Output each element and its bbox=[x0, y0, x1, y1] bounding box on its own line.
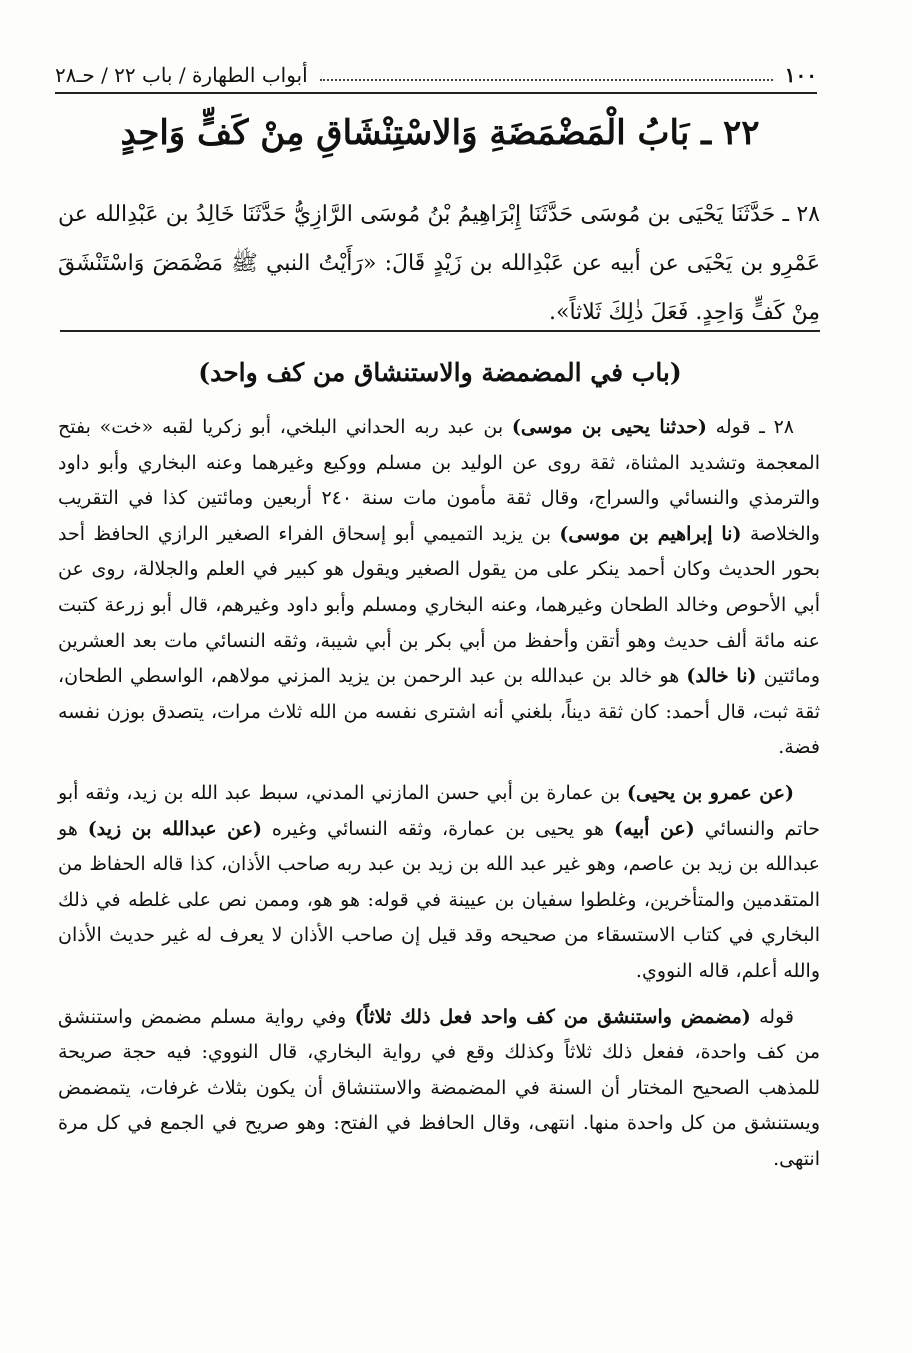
paragraph-text: هو خالد بن عبدالله بن عبد الرحمن بن يزيد المزني مولاهم، الواسطي الطحان، ثقة ثبت، قال أحمد: كان ثقة ديناً، بلغني أنه اشترى نفسه من الله ثلاث مرات، يتصدق بوزن نفسه فضة. bbox=[58, 665, 820, 759]
paragraph-lead: قوله bbox=[750, 1005, 794, 1028]
page-number: ١٠٠ bbox=[784, 63, 817, 87]
quoted-narrator: (نا إبراهيم بن موسى) bbox=[559, 522, 742, 545]
quoted-narrator: (نا خالد) bbox=[686, 665, 757, 688]
commentary-paragraph-3 bbox=[58, 1000, 820, 1178]
quoted-matn: (مضمض واستنشق من كف واحد فعل ذلك ثلاثاً) bbox=[354, 1005, 751, 1028]
header-dotted-leader bbox=[320, 69, 773, 81]
hadith-text: ٢٨ ـ حَدَّثَنَا يَحْيَى بن مُوسَى حَدَّثَنَا إِبْرَاهِيمُ بْنُ مُوسَى الرَّازِيُّ حَدَّثَنَا خَالِدُ بن عَبْدِالله عن عَمْرِو بن يَحْيَى عن أبيه عن عَبْدِالله بن زَيْدٍ قَالَ: «رَأَيْتُ النبي ﷺ مَضْمَضَ وَاسْتَنْشَقَ مِنْ كَفٍّ وَاحِدٍ. فَعَلَ ذٰلِكَ ثَلاثاً». bbox=[58, 202, 820, 325]
commentary-paragraph-2 bbox=[58, 776, 820, 990]
quoted-narrator: (عن أبيه) bbox=[613, 817, 695, 840]
commentary-body bbox=[58, 410, 820, 1187]
paragraph-text: وفي رواية مسلم مضمض واستنشق من كف واحدة، ففعل ذلك ثلاثاً وكذلك وقع في رواية البخاري، قال النووي: فيه حجة صريحة للمذهب الصحيح المختار أن السنة في المضمضة والاستنشاق أن يكون بثلاث غرفات، يتمضمض ويستنشق من كل واحدة منها. انتهى، وقال الحافظ في الفتح: وهو صريح في الجمع في كل مرة انتهى. bbox=[58, 1005, 820, 1170]
quoted-narrator: (عن عبدالله بن زيد) bbox=[87, 817, 262, 840]
commentary-heading: (باب في المضمضة والاستنشاق من كف واحد) bbox=[198, 358, 682, 387]
paragraph-text: بن يزيد التميمي أبو إسحاق الفراء الصغير الرازي الحافظ أحد بحور الحديث وكان أحمد ينكر على من يقول الصغير ويقول هو كبير في العلم والجلالة، روى عن أبي الأحوص وخالد الطحان وغيرهما، وعنه البخاري ومسلم وأبو داود وغيرهم، قال أبو زرعة كتبت عنه مائة ألف حديث وهو أتقن وأحفظ من أبي بكر بن أبي شيبة، وثقه النسائي مات بعد العشرين ومائتين bbox=[58, 522, 820, 688]
section-divider bbox=[60, 330, 820, 332]
commentary-paragraph-1 bbox=[58, 410, 820, 766]
quoted-narrator: (حدثنا يحيى بن موسى) bbox=[511, 416, 707, 438]
chapter-title: ٢٢ ـ بَابُ الْمَضْمَضَةِ وَالاسْتِنْشَاقِ مِنْ كَفٍّ وَاحِدٍ bbox=[120, 113, 760, 153]
paragraph-text: هو عبدالله بن زيد بن عاصم، وهو غير عبد الله بن زيد بن عبد ربه صاحب الأذان، كذا قاله الحفاظ من المتقدمين والمتأخرين، وغلطوا سفيان بن عيينة في قوله: هو هو، وممن نص على غلطه في ذلك البخاري في كتاب الاستسقاء من صحيحه وقد قيل إن صاحب الأذان لا يعرف له غير حديث الأذان والله أعلم، قاله النووي. bbox=[58, 817, 820, 982]
quoted-narrator: (عن عمرو بن يحيى) bbox=[627, 781, 794, 804]
paragraph-text: بن عمارة بن أبي حسن المازني المدني، سبط عبد الله بن زيد، وثقه أبو حاتم والنسائي bbox=[58, 781, 820, 840]
page-header bbox=[55, 58, 817, 94]
paragraph-text: هو يحيى بن عمارة، وثقه النسائي وغيره bbox=[261, 817, 614, 840]
running-title: أبواب الطهارة / باب ٢٢ / حـ٢٨ bbox=[55, 63, 308, 87]
paragraph-text: بن عبد ربه الحداني البلخي، أبو زكريا لقبه «خت» بفتح المعجمة وتشديد المثناة، ثقة روى عن الوليد بن مسلم ووكيع وغيرهما وعنه البخاري وأبو داود والترمذي والنسائي والسراج، وقال ثقة مأمون مات سنة ٢٤٠ أربعين ومائتين كذا في التقريب والخلاصة bbox=[58, 416, 820, 545]
paragraph-lead: ٢٨ ـ قوله bbox=[706, 416, 794, 438]
